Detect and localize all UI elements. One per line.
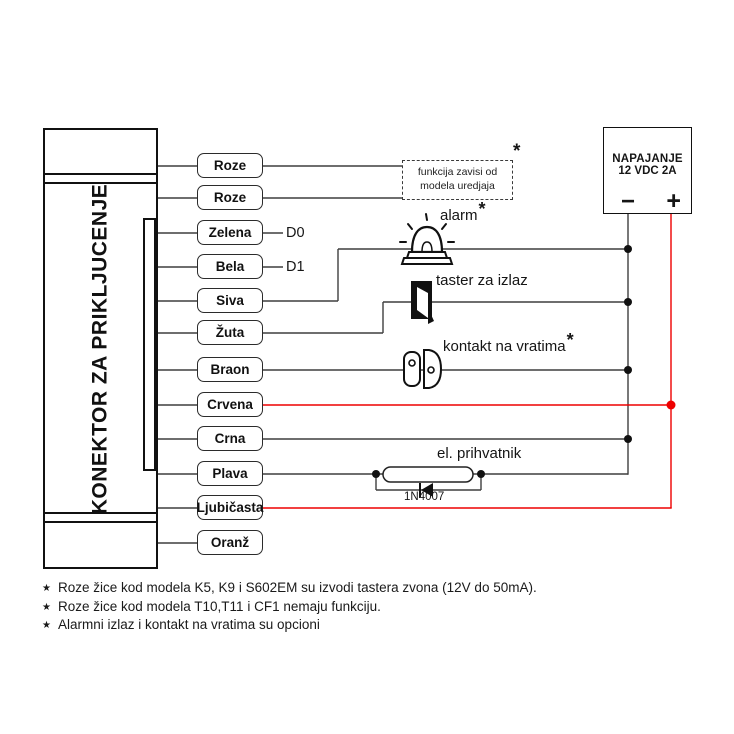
wire-label-siva: Siva xyxy=(197,288,263,313)
function-note-box xyxy=(402,160,513,200)
junction-exitbutton xyxy=(624,298,632,306)
function-note-star: * xyxy=(513,141,521,162)
footnotes xyxy=(42,580,642,636)
diode-part-number: 1N4007 xyxy=(404,491,445,503)
electric-strike-icon xyxy=(383,467,473,482)
footnote-3-text: Alarmni izlaz i kontakt na vratima su opcioni xyxy=(57,617,320,632)
exit-button-door-icon xyxy=(411,281,434,324)
wire-label-roze-2: Roze xyxy=(197,185,263,210)
footnote-2-text: Roze žice kod modela T10,T11 i CF1 nemaju funkciju. xyxy=(57,598,381,614)
function-note-line1: funkcija zavisi od xyxy=(417,166,498,179)
door-contact-icon xyxy=(404,350,441,388)
alarm-label: alarm* xyxy=(440,199,486,224)
footnote-1 xyxy=(42,580,642,599)
wire-label-crvena: Crvena xyxy=(197,392,263,417)
junction-crvena-red xyxy=(667,401,676,410)
electric-strike-label: el. prihvatnik xyxy=(437,445,522,462)
power-title: NAPAJANJE xyxy=(612,153,683,165)
wire-label-oranz: Oranž xyxy=(197,530,263,555)
wire-label-roze-1: Roze xyxy=(197,153,263,178)
signal-d1: D1 xyxy=(286,259,305,275)
wire-label-crna: Crna xyxy=(197,426,263,451)
wire-label-ljubicasta: Ljubičasta xyxy=(197,495,263,520)
power-supply-box xyxy=(603,127,692,214)
junction-alarm xyxy=(624,245,632,253)
footnote-1-star: ★ xyxy=(42,583,51,594)
junction-strike-right xyxy=(477,470,485,478)
footnote-1-text: Roze žice kod modela K5, K9 i S602EM su izvodi tastera zvona (12V do 50mA). xyxy=(57,580,537,595)
wire-label-bela: Bela xyxy=(197,254,263,279)
connector-title: KONEKTOR ZA PRIKLJUCENJE xyxy=(88,183,112,514)
connector-block xyxy=(43,128,158,569)
door-contact-star: * xyxy=(566,330,574,350)
wire-label-zelena: Zelena xyxy=(197,220,263,245)
junction-crna xyxy=(624,435,632,443)
power-minus-terminal: − xyxy=(621,188,636,215)
signal-d0: D0 xyxy=(286,225,305,241)
alarm-star: * xyxy=(478,199,486,219)
function-note-line2: modela uredjaja xyxy=(420,180,495,192)
power-plus-terminal: + xyxy=(666,187,681,215)
footnote-3-star: ★ xyxy=(42,620,51,631)
red-wire-lines xyxy=(263,214,672,508)
door-contact-label: kontakt na vratima* xyxy=(443,330,574,355)
footnote-2 xyxy=(42,599,642,618)
footnote-2-star: ★ xyxy=(42,601,51,613)
exit-button-label: taster za izlaz xyxy=(436,272,528,289)
wire-label-zuta: Žuta xyxy=(197,320,263,345)
power-rating: 12 VDC 2A xyxy=(618,165,677,177)
wire-label-braon: Braon xyxy=(197,357,263,382)
junction-strike-left xyxy=(372,470,380,478)
junction-doorcontact xyxy=(624,366,632,374)
wire-label-plava: Plava xyxy=(197,461,263,486)
footnote-3 xyxy=(42,617,642,636)
